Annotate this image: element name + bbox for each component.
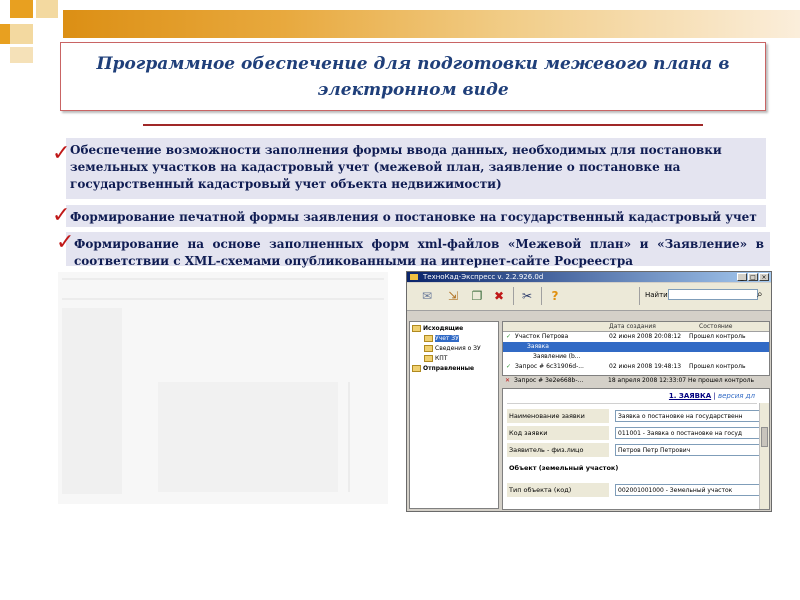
form-scrollbar[interactable] bbox=[759, 403, 769, 509]
folder-icon bbox=[424, 345, 433, 352]
minimize-button[interactable]: _ bbox=[737, 273, 747, 281]
table-row[interactable]: ✕ Запрос # 3e2e668b-... 18 апреля 2008 12:33:07 Не прошел контроль bbox=[505, 377, 754, 384]
decor-square bbox=[10, 24, 33, 44]
table-row[interactable]: ✓ Запрос # 6c31906d-... 02 июня 2008 19:48:13 Прошел контроль bbox=[506, 363, 746, 370]
decor-square bbox=[10, 0, 33, 18]
tools-icon[interactable]: ✂ bbox=[521, 289, 533, 303]
slide-title: Программное обеспечение для подготовки межевого плана в электронном виде bbox=[96, 54, 730, 100]
object-section-title: Объект (земельный участок) bbox=[509, 464, 619, 472]
bullet-text: Формирование печатной формы заявления о постановке на государственный кадастровый учет bbox=[70, 210, 757, 224]
decor-square bbox=[10, 47, 33, 63]
delete-icon[interactable]: ✖ bbox=[493, 289, 505, 303]
column-header[interactable]: Дата создания bbox=[609, 323, 656, 330]
form-header bbox=[507, 389, 757, 404]
decor-square bbox=[0, 24, 10, 44]
receive-icon[interactable]: ⇲ bbox=[447, 289, 459, 303]
app-window bbox=[406, 271, 772, 512]
title-underline bbox=[143, 124, 703, 126]
inbox-icon[interactable]: ✉ bbox=[421, 289, 433, 303]
tree-item-zu-info[interactable]: Сведения о ЗУ bbox=[424, 344, 481, 354]
find-label: Найти bbox=[645, 291, 668, 299]
folder-icon bbox=[412, 325, 421, 332]
column-header[interactable]: Состояние bbox=[699, 323, 733, 330]
ok-check-icon: ✓ bbox=[506, 363, 512, 370]
scroll-thumb[interactable] bbox=[761, 427, 768, 447]
table-row[interactable]: Заявка bbox=[503, 342, 769, 352]
checkmark-icon: ✓ bbox=[56, 230, 75, 255]
grid-header bbox=[503, 322, 769, 332]
folder-tree bbox=[409, 321, 499, 509]
form-nav[interactable]: 1. ЗАЯВКА | версия дл bbox=[668, 392, 755, 400]
field-label: Тип объекта (код) bbox=[507, 483, 609, 497]
title-box bbox=[60, 42, 766, 111]
tree-item-zu[interactable]: Учет ЗУ bbox=[424, 334, 459, 344]
checkmark-icon: ✓ bbox=[52, 203, 71, 228]
request-code-field[interactable]: 011001 - Заявка о постановке на госуд bbox=[615, 427, 761, 439]
bullet-text: Обеспечение возможности заполнения формы ввода данных, необходимых для постановки земельных участков на кадастровый учет (межевой план, заявление о постановке на государственный кадастровый учет объекта недвижимости) bbox=[70, 143, 722, 191]
maximize-button[interactable]: □ bbox=[748, 273, 758, 281]
folder-icon bbox=[424, 355, 433, 362]
folder-icon bbox=[424, 335, 433, 342]
search-icon[interactable]: ⌕ bbox=[757, 289, 763, 300]
documents-grid bbox=[502, 321, 770, 376]
error-x-icon: ✕ bbox=[505, 377, 511, 384]
window-title: ТехноКад-Экспресс v. 2.2.926.0d bbox=[423, 273, 544, 281]
tree-item-kpt[interactable]: КПТ bbox=[424, 354, 447, 364]
header-gradient-bar bbox=[63, 10, 800, 38]
close-button[interactable]: × bbox=[759, 273, 769, 281]
tree-item-sent[interactable]: Отправленные bbox=[412, 364, 474, 374]
request-form bbox=[502, 388, 770, 510]
faded-screenshot bbox=[58, 272, 388, 504]
field-label: Наименование заявки bbox=[507, 409, 609, 423]
folder-icon bbox=[412, 365, 421, 372]
copy-icon[interactable]: ❐ bbox=[471, 289, 483, 303]
object-type-field[interactable]: 002001001000 - Земельный участок bbox=[615, 484, 761, 496]
checkmark-icon: ✓ bbox=[52, 141, 71, 166]
field-label: Заявитель - физ.лицо bbox=[507, 443, 609, 457]
help-icon[interactable]: ? bbox=[551, 289, 559, 303]
applicant-field[interactable]: Петров Петр Петрович bbox=[615, 444, 761, 456]
table-row[interactable]: Заявление (b... bbox=[533, 353, 581, 360]
app-icon bbox=[410, 274, 418, 280]
decor-square bbox=[36, 0, 58, 18]
toolbar bbox=[407, 283, 771, 311]
bullet-text: Формирование на основе заполненных форм xml-файлов «Межевой план» и «Заявление» в соответствии с XML-схемами опубликованными на интернет-сайте Росреестра bbox=[74, 237, 764, 268]
table-row[interactable]: ✓ Участок Петрова 02 июня 2008 20:08:12 Прошел контроль bbox=[506, 333, 746, 340]
request-name-field[interactable]: Заявка о постановке на государственн bbox=[615, 410, 761, 422]
tree-item-outgoing[interactable]: Исходящие bbox=[412, 324, 463, 334]
search-input[interactable] bbox=[668, 289, 758, 300]
field-label: Код заявки bbox=[507, 426, 609, 440]
ok-check-icon: ✓ bbox=[506, 333, 512, 340]
window-titlebar[interactable] bbox=[407, 272, 771, 282]
